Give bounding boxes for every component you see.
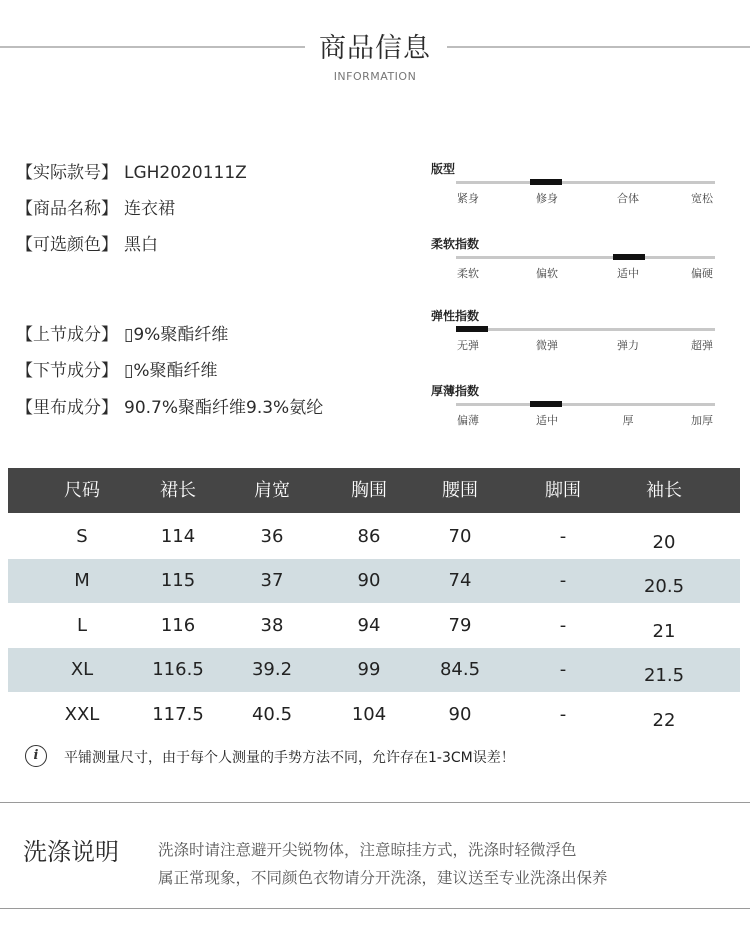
info-item-lower-composition xyxy=(16,356,218,381)
scale-label: 无弹 xyxy=(457,339,479,352)
info-key: 【上节成分】 xyxy=(16,325,118,345)
table-cell: 20 xyxy=(652,532,676,553)
table-cell: L xyxy=(76,615,88,636)
table-cell: 94 xyxy=(357,615,381,636)
scale-label: 偏软 xyxy=(536,267,558,280)
table-cell: 116.5 xyxy=(152,659,204,680)
table-row xyxy=(8,693,740,737)
table-header-cell: 袖长 xyxy=(646,480,682,501)
table-cell: XXL xyxy=(64,704,100,725)
info-item-color xyxy=(16,230,158,255)
table-cell: 40.5 xyxy=(251,704,293,725)
table-header-cell: 裙长 xyxy=(160,480,196,501)
table-cell: 115 xyxy=(160,570,196,591)
scale-marker xyxy=(613,254,645,260)
table-cell: 116 xyxy=(160,615,196,636)
scale-label: 修身 xyxy=(536,192,558,205)
section-title: 商品信息 xyxy=(319,33,431,64)
info-item-lining-composition xyxy=(16,393,323,418)
table-cell: 86 xyxy=(357,526,381,547)
table-cell: 104 xyxy=(351,704,387,725)
wash-line-1: 洗涤时请注意避开尖锐物体，注意晾挂方式，洗涤时轻微浮色 xyxy=(158,841,577,859)
table-cell: 70 xyxy=(448,526,472,547)
table-cell: 99 xyxy=(357,659,381,680)
scale-label: 适中 xyxy=(617,267,639,280)
table-cell: 74 xyxy=(448,570,472,591)
scale-title: 厚薄指数 xyxy=(431,384,480,398)
info-item-upper-composition xyxy=(16,320,228,345)
table-cell: 84.5 xyxy=(439,659,481,680)
scale-title: 弹性指数 xyxy=(431,309,480,323)
table-row xyxy=(8,604,740,648)
table-header-cell: 腰围 xyxy=(442,480,478,501)
table-cell: 117.5 xyxy=(152,704,204,725)
scale-track xyxy=(456,328,715,331)
info-key: 【商品名称】 xyxy=(16,199,118,219)
table-cell: - xyxy=(559,570,567,591)
table-header-cell: 胸围 xyxy=(351,480,387,501)
scale-title: 柔软指数 xyxy=(431,237,480,251)
table-cell: 21.5 xyxy=(643,665,685,686)
info-key: 【里布成分】 xyxy=(16,398,118,418)
scale-label: 偏硬 xyxy=(691,267,713,280)
scale-label: 宽松 xyxy=(691,192,713,205)
scale-label: 微弹 xyxy=(536,339,558,352)
table-cell: 21 xyxy=(652,621,676,642)
table-cell: 90 xyxy=(357,570,381,591)
info-value: ▯%聚酯纤维 xyxy=(124,361,218,381)
table-cell: - xyxy=(559,526,567,547)
table-cell: 22 xyxy=(652,710,676,731)
scale-label: 超弹 xyxy=(691,339,713,352)
scale-label: 厚 xyxy=(622,414,634,427)
info-key: 【可选颜色】 xyxy=(16,235,118,255)
table-cell: 38 xyxy=(260,615,284,636)
table-header-cell: 尺码 xyxy=(64,480,100,501)
scale-track xyxy=(456,256,715,259)
table-cell: 90 xyxy=(448,704,472,725)
scale-label: 适中 xyxy=(536,414,558,427)
table-row xyxy=(8,559,740,603)
table-cell: 39.2 xyxy=(251,659,293,680)
table-cell: XL xyxy=(70,659,94,680)
info-item-style-no xyxy=(16,158,247,183)
divider-bottom xyxy=(0,908,750,909)
wash-line-2: 属正常现象，不同颜色衣物请分开洗涤，建议送至专业洗涤出保养 xyxy=(158,869,608,887)
info-key: 【实际款号】 xyxy=(16,163,118,183)
scale-marker xyxy=(456,326,488,332)
info-icon: i xyxy=(25,745,47,767)
scale-label: 偏薄 xyxy=(457,414,479,427)
info-item-name xyxy=(16,194,175,219)
table-header-cell: 肩宽 xyxy=(254,480,290,501)
table-cell: 36 xyxy=(260,526,284,547)
table-cell: 79 xyxy=(448,615,472,636)
table-cell: - xyxy=(559,659,567,680)
divider-top xyxy=(0,802,750,803)
table-cell: M xyxy=(74,570,90,591)
table-cell: - xyxy=(559,615,567,636)
wash-title: 洗涤说明 xyxy=(23,838,119,866)
info-value: 90.7%聚酯纤维9.3%氨纶 xyxy=(124,398,324,418)
scale-label: 弹力 xyxy=(617,339,639,352)
scale-label: 加厚 xyxy=(691,414,713,427)
info-value: 黑白 xyxy=(124,235,158,255)
scale-label: 柔软 xyxy=(457,267,479,280)
measurement-note: 平铺测量尺寸，由于每个人测量的手势方法不同，允许存在1-3CM误差！ xyxy=(64,750,515,766)
info-value: LGH2020111Z xyxy=(124,163,247,183)
table-cell: S xyxy=(76,526,88,547)
scale-title: 版型 xyxy=(431,162,456,176)
table-header-cell: 脚围 xyxy=(545,480,581,501)
size-table-header xyxy=(8,468,740,513)
section-subtitle: INFORMATION xyxy=(333,70,417,83)
scale-track xyxy=(456,181,715,184)
scale-track xyxy=(456,403,715,406)
info-key: 【下节成分】 xyxy=(16,361,118,381)
scale-label: 合体 xyxy=(617,192,639,205)
info-value: 连衣裙 xyxy=(124,199,175,219)
table-cell: - xyxy=(559,704,567,725)
info-value: ▯9%聚酯纤维 xyxy=(124,325,229,345)
table-cell: 37 xyxy=(260,570,284,591)
scale-label: 紧身 xyxy=(457,192,479,205)
table-cell: 20.5 xyxy=(643,576,685,597)
table-row xyxy=(8,515,740,559)
table-row xyxy=(8,648,740,692)
scale-marker xyxy=(530,401,562,407)
scale-marker xyxy=(530,179,562,185)
table-cell: 114 xyxy=(160,526,196,547)
